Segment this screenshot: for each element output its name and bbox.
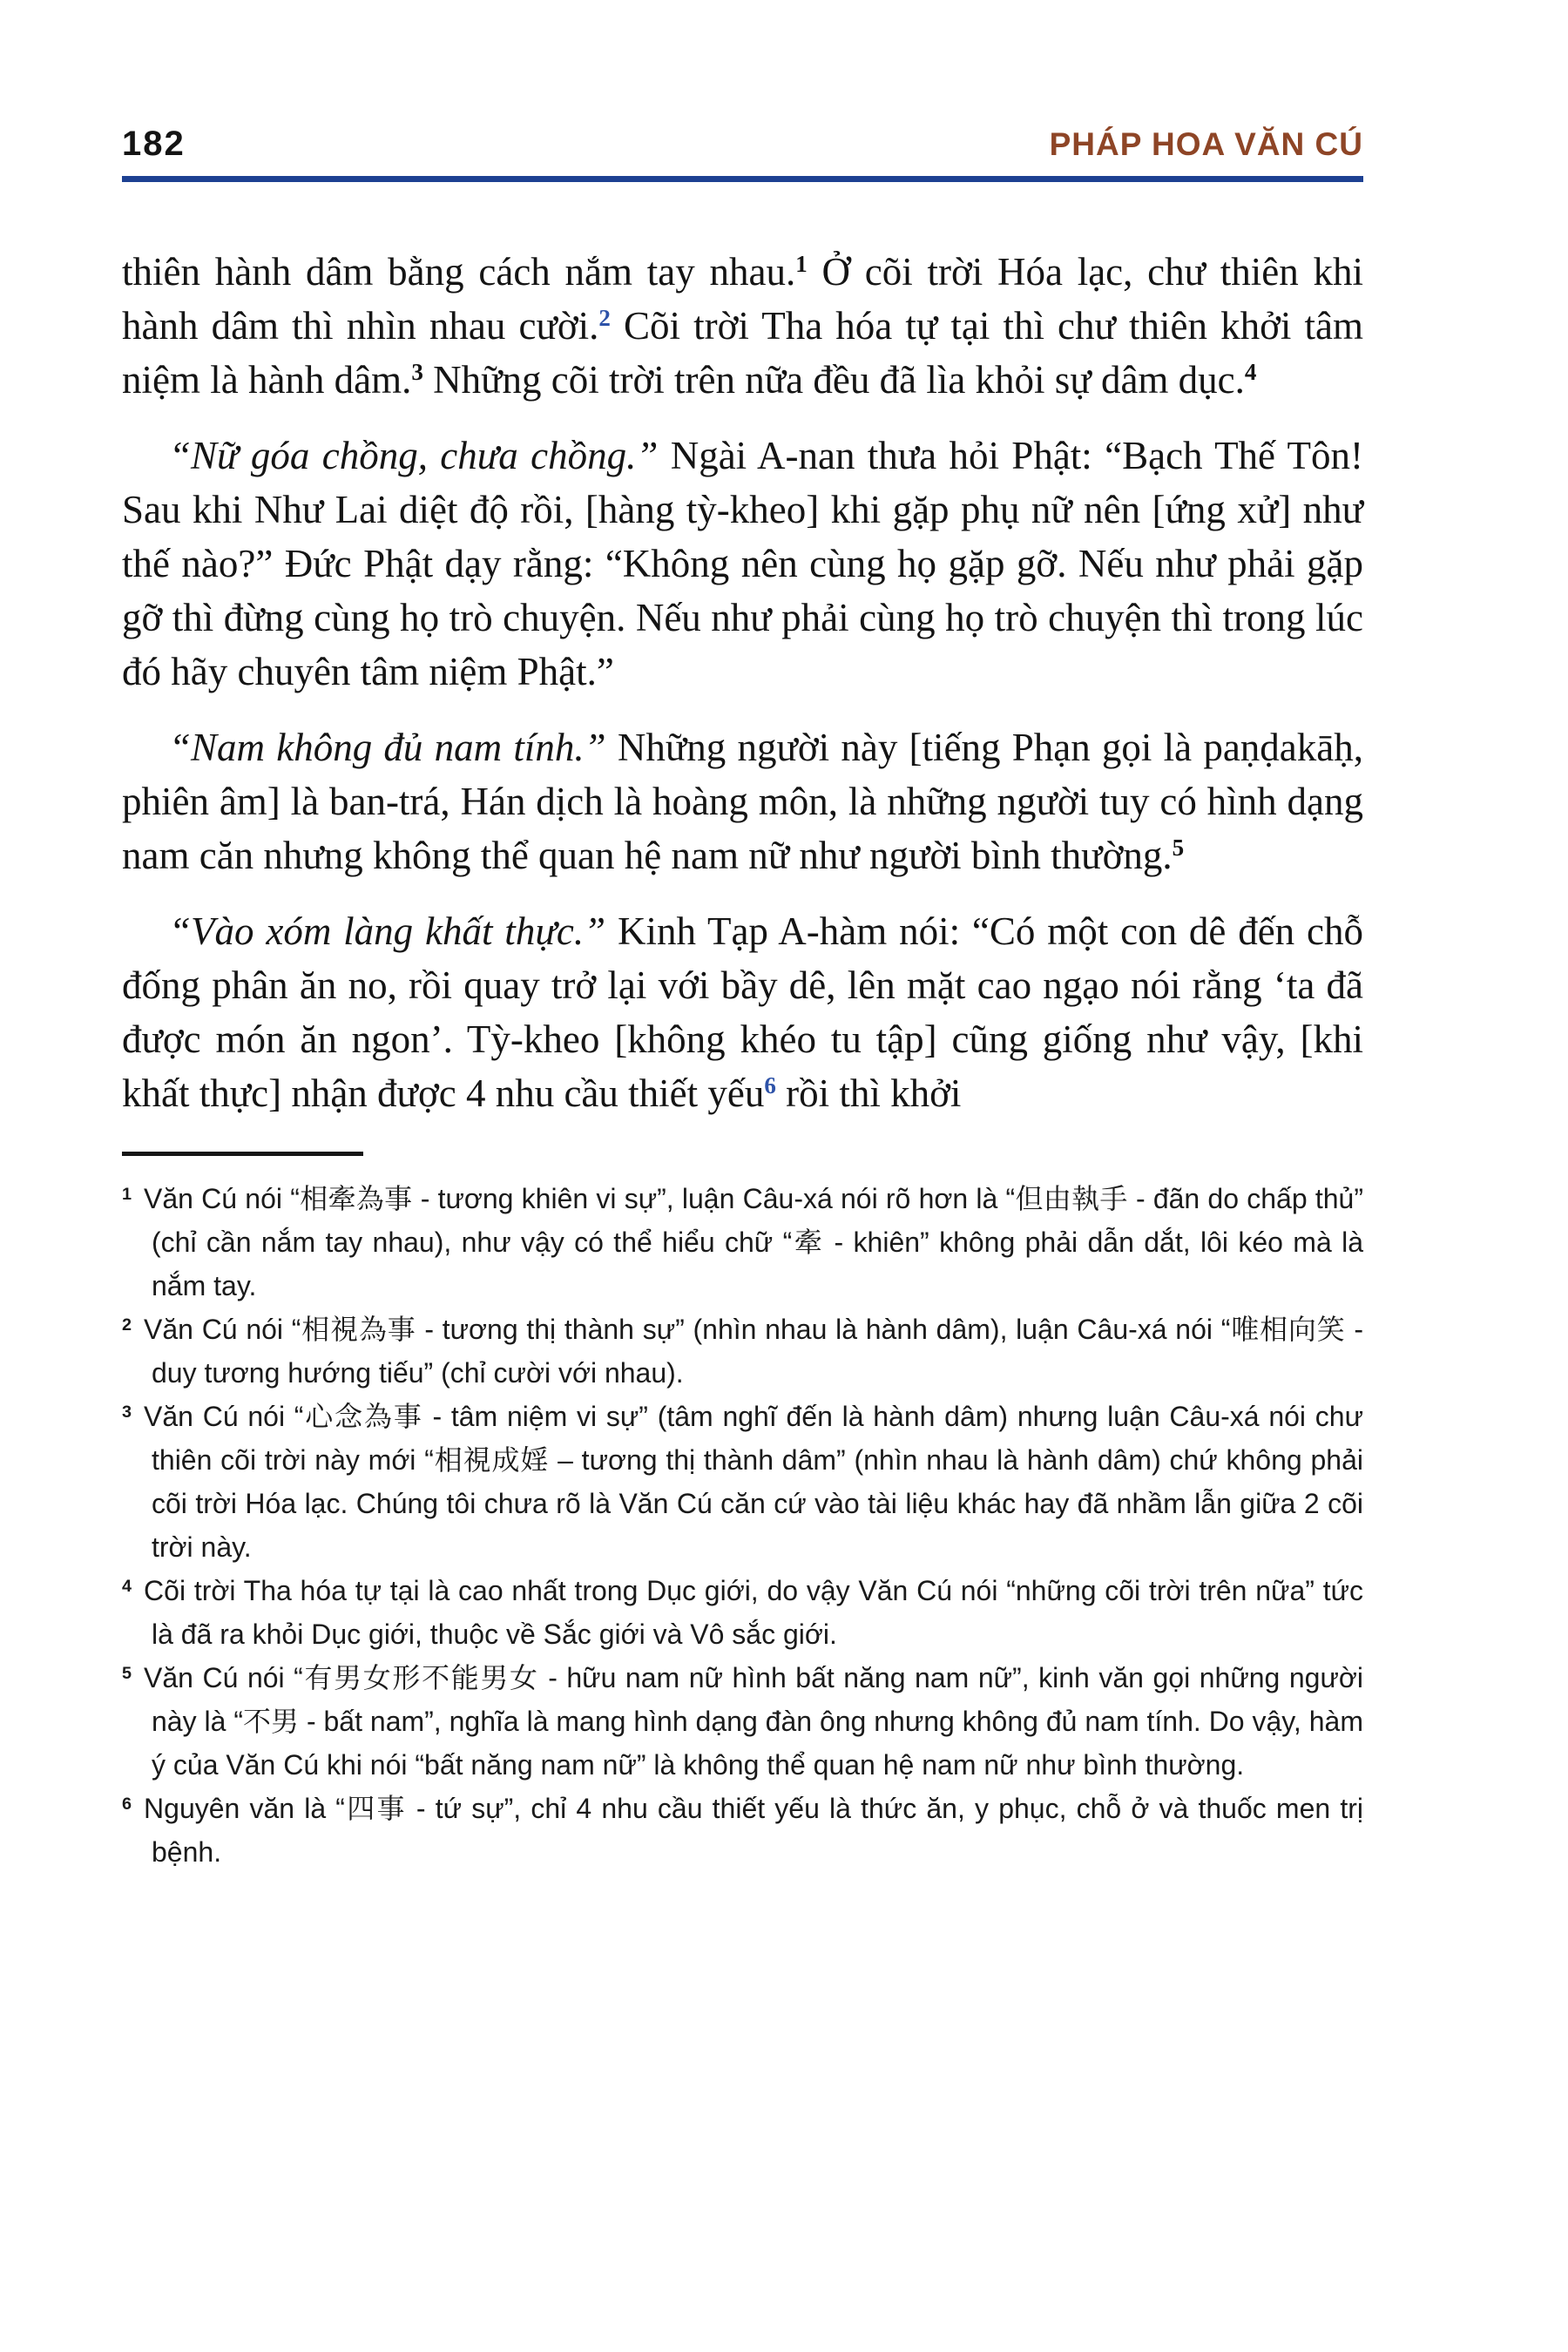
footnotes-list [122,1177,1363,1874]
body-text: Những cõi trời trên nữa đều đã lìa khỏi sự dâm dục. [422,358,1245,402]
footnote-marker: 6 [122,1794,132,1815]
body-text: thiên hành dâm bằng cách nắm tay nhau. [122,250,796,294]
body-text: Ngài A-nan thưa hỏi Phật: “Bạch Thế Tôn! Sau khi Như Lai diệt độ rồi, [hàng tỳ-kheo] khi gặp phụ nữ nên [ứng xử] như thế nào?” Đức Phật dạy rằng: “Không nên cùng họ gặp gỡ. Nếu như phải gặp gỡ thì đừng cùng họ trò chuyện. Nếu như phải cùng họ trò chuyện thì trong lúc đó hãy chuyên tâm niệm Phật.” [122,434,1364,693]
body-text: “Nam không đủ nam tính.” [169,726,606,769]
paragraph [122,720,1363,882]
body-paragraphs [122,245,1363,1120]
footnote-text: Văn Cú nói “相視為事 - tương thị thành sự” (nhìn nhau là hành dâm), luận Câu-xá nói “唯相向笑 - duy tương hướng tiếu” (chỉ cười với nhau). [144,1314,1363,1389]
footnote-ref[interactable]: 5 [1172,835,1185,862]
body-text: Ở cõi trời Hóa lạc, chư thiên khi hành dâm thì nhìn nhau cười. [122,250,1363,348]
page-number: 182 [122,125,186,163]
footnote-marker: 3 [122,1402,132,1423]
footnote-text: Nguyên văn là “四事 - tứ sự”, chỉ 4 nhu cầu thiết yếu là thức ăn, y phục, chỗ ở và thuốc men trị bệnh. [144,1793,1363,1868]
running-title: PHÁP HOA VĂN CÚ [1049,126,1363,162]
footnote [122,1308,1363,1395]
body-text: “Nữ góa chồng, chưa chồng.” [169,434,659,477]
footnote [122,1177,1363,1308]
body-text: rồi thì khởi [775,1071,962,1115]
footnote-ref[interactable]: 3 [411,359,423,386]
footnote-ref[interactable]: 1 [795,251,808,278]
footnote [122,1395,1363,1569]
footnote-ref[interactable]: 6 [764,1072,776,1099]
footnote-ref[interactable]: 4 [1244,359,1257,386]
footnote [122,1787,1363,1874]
running-header [122,125,1363,164]
footnote-text: Văn Cú nói “心念為事 - tâm niệm vi sự” (tâm nghĩ đến là hành dâm) nhưng luận Câu-xá nói chư thiên cõi trời này mới “相視成婬 – tương thị thành dâm” (nhìn nhau là hành dâm) chứ không phải cõi trời Hóa lạc. Chúng tôi chưa rõ là Văn Cú căn cứ vào tài liệu khác hay đã nhầm lẫn giữa 2 cõi trời này. [144,1401,1363,1563]
page-content [122,0,1363,1874]
footnote-marker: 2 [122,1315,132,1335]
paragraph [122,429,1363,699]
body-text: Kinh Tạp A-hàm nói: “Có một con dê đến chỗ đống phân ăn no, rồi quay trở lại với bầy dê, lên mặt cao ngạo nói rằng ‘ta đã được món ăn ngon’. Tỳ-kheo [không khéo tu tập] cũng giống như vậy, [khi khất thực] nhận được 4 nhu cầu thiết yếu [122,909,1363,1115]
body-text: Cõi trời Tha hóa tự tại thì chư thiên khởi tâm niệm là hành dâm. [122,304,1364,402]
header-rule [122,176,1363,182]
footnote-text: Văn Cú nói “有男女形不能男女 - hữu nam nữ hình bất năng nam nữ”, kinh văn gọi những người này là “不男 - bất nam”, nghĩa là mang hình dạng đàn ông nhưng không đủ nam tính. Do vậy, hàm ý của Văn Cú khi nói “bất năng nam nữ” là không thể quan hệ nam nữ như bình thường. [144,1662,1363,1781]
paragraph [122,245,1363,407]
footnote-ref[interactable]: 2 [598,305,611,332]
body-text: Những người này [tiếng Phạn gọi là paṇḍakāḥ, phiên âm] là ban-trá, Hán dịch là hoàng môn, là những người tuy có hình dạng nam căn nhưng không thể quan hệ nam nữ như người bình thường. [122,726,1363,877]
footnote-text: Cõi trời Tha hóa tự tại là cao nhất trong Dục giới, do vậy Văn Cú nói “những cõi trời trên nữa” tức là đã ra khỏi Dục giới, thuộc về Sắc giới và Vô sắc giới. [144,1575,1363,1650]
body-text: “Vào xóm làng khất thực.” [169,909,606,953]
footnote-marker: 1 [122,1185,132,1205]
footnote-marker: 4 [122,1577,132,1597]
footnote [122,1569,1363,1656]
paragraph [122,904,1363,1120]
footnote-separator [122,1152,363,1156]
footnote-marker: 5 [122,1664,132,1684]
footnote [122,1656,1363,1787]
footnote-text: Văn Cú nói “相牽為事 - tương khiên vi sự”, luận Câu-xá nói rõ hơn là “但由執手 - đãn do chấp thủ” (chỉ cần nắm tay nhau), như vậy có thể hiểu chữ “牽 - khiên” không phải dẫn dắt, lôi kéo mà là nắm tay. [144,1183,1363,1301]
